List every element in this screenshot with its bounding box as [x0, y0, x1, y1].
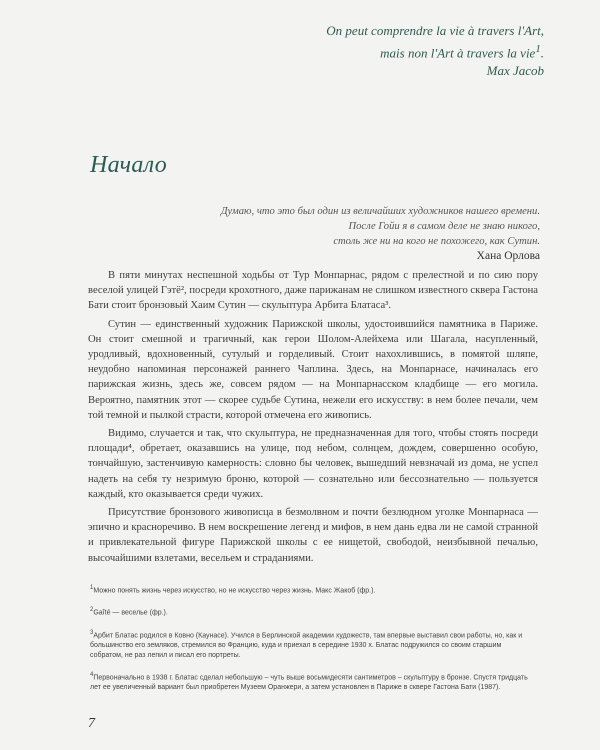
epigraph-ru-line1: Думаю, что это был один из величайших художников нашего времени.	[220, 206, 540, 217]
epigraph-fr-author: Max Jacob	[486, 63, 544, 79]
footnote-num: 2	[90, 607, 94, 614]
footnotes	[90, 583, 530, 702]
footnote-text: Gaîté — веселье (фр.).	[93, 609, 168, 617]
paragraph: Присутствие бронзового живописца в безмолвном и почти безлюдном уголке Монпарнаса — эпично и красноречиво. В нем воскрешение легенд и мифов, в нем дань едва ли не самой странной и привлекательной фигуре Парижской школы с ее нищетой, свободой, неизбывной печалью, высочайшими взлетами, весельем и страданиями.	[88, 507, 538, 564]
footnote-num: 3	[90, 629, 94, 636]
epigraph-russian	[221, 204, 540, 264]
epigraph-ru-line2: После Гойи я в самом деле не знаю никого,	[348, 221, 540, 232]
epigraph-fr-line2-text: mais non l'Art à travers la vie	[380, 45, 536, 61]
footnote-num: 4	[90, 671, 94, 678]
paragraph: Сутин — единственный художник Парижской школы, удостоившийся памятника в Париже. Он стоит смешной и трагичный, как герои Шолом-Алейхема или Шагала, насупленный, уродливый, вдохновенный, сутулый и горделивый. Стоит нахохлившись, в помятой шляпе, неудобно напоминая персонажей раннего Чаплина. Здесь, на Монпарнасе, начиналась его парижская жизнь, здесь же, совсем рядом — на Монпарнасском кладбище — его могила. Вероятно, памятник этот — скорее судьбе Сутина, нежели его искусству: в нем более печали, чем той темной и пылкой страсти, которой отмечена его живопись.	[88, 318, 538, 421]
footnote-2	[90, 605, 530, 618]
footnote-text: Можно понять жизнь через искусство, но не искусство через жизнь. Макс Жакоб (фр.).	[93, 587, 376, 595]
paragraph: Видимо, случается и так, что скульптура, не предназначенная для того, чтобы стоять посреди площади⁴, обретает, оказавшись на улице, под небом, солнцем, дождем, совершенно особую, тончайшую, застенчивую камерность: словно бы человек, вышедший невзначай из дома, не успел надеть на себя ту незримую броню, которой — сознательно или бессознательно — пользуется каждый, кто оказывается среди чужих.	[88, 428, 538, 500]
epigraph-ru-author: Хана Орлова	[476, 250, 540, 262]
footnote-text: Первоначально в 1938 г. Блатас сделал небольшую – чуть выше восьмидесяти сантиметров – скульптуру в бронзе. Спустя тридцать лет ее увеличенный вариант был приобретен Музеем Оранжери, а затем установлен в Париже в сквере Гастона Бати (1987).	[90, 674, 528, 692]
epigraph-fr-line2: mais non l'Art à travers la vie$^1$.	[380, 43, 544, 61]
epigraph-french	[326, 22, 544, 80]
footnote-3	[90, 628, 530, 661]
footnote-ref-1: 1	[535, 43, 541, 55]
footnote-text: Арбит Блатас родился в Ковно (Каунасе). Учился в Берлинской академии художеств, там впервые выставил свои работы, но, как и большинство его земляков, стремился во Францию, куда и приехал в середине 1930 х. Блатас подружился со своим старшим собратом, не раз лепил и писал его портреты.	[90, 631, 523, 659]
footnote-num: 1	[90, 585, 94, 591]
epigraph-ru-line3: столь же ни на кого не похожего, как Сутин.	[333, 236, 540, 247]
footnote-4	[90, 670, 530, 693]
epigraph-fr-line1: On peut comprendre la vie à travers l'Art,	[326, 23, 544, 38]
body-text	[88, 268, 538, 569]
paragraph: В пяти минутах неспешной ходьбы от Тур Монпарнас, рядом с прелестной и по сию пору веселой улицей Гэтё², посреди крохотного, даже парижанам не слишком известного сквера Гастона Бати стоит бронзовый Хаим Сутин — скульптура Арбита Блатаса³.	[88, 270, 538, 312]
page-number: 7	[88, 716, 95, 731]
chapter-title: Начало	[90, 152, 168, 178]
footnote-1	[90, 583, 530, 596]
